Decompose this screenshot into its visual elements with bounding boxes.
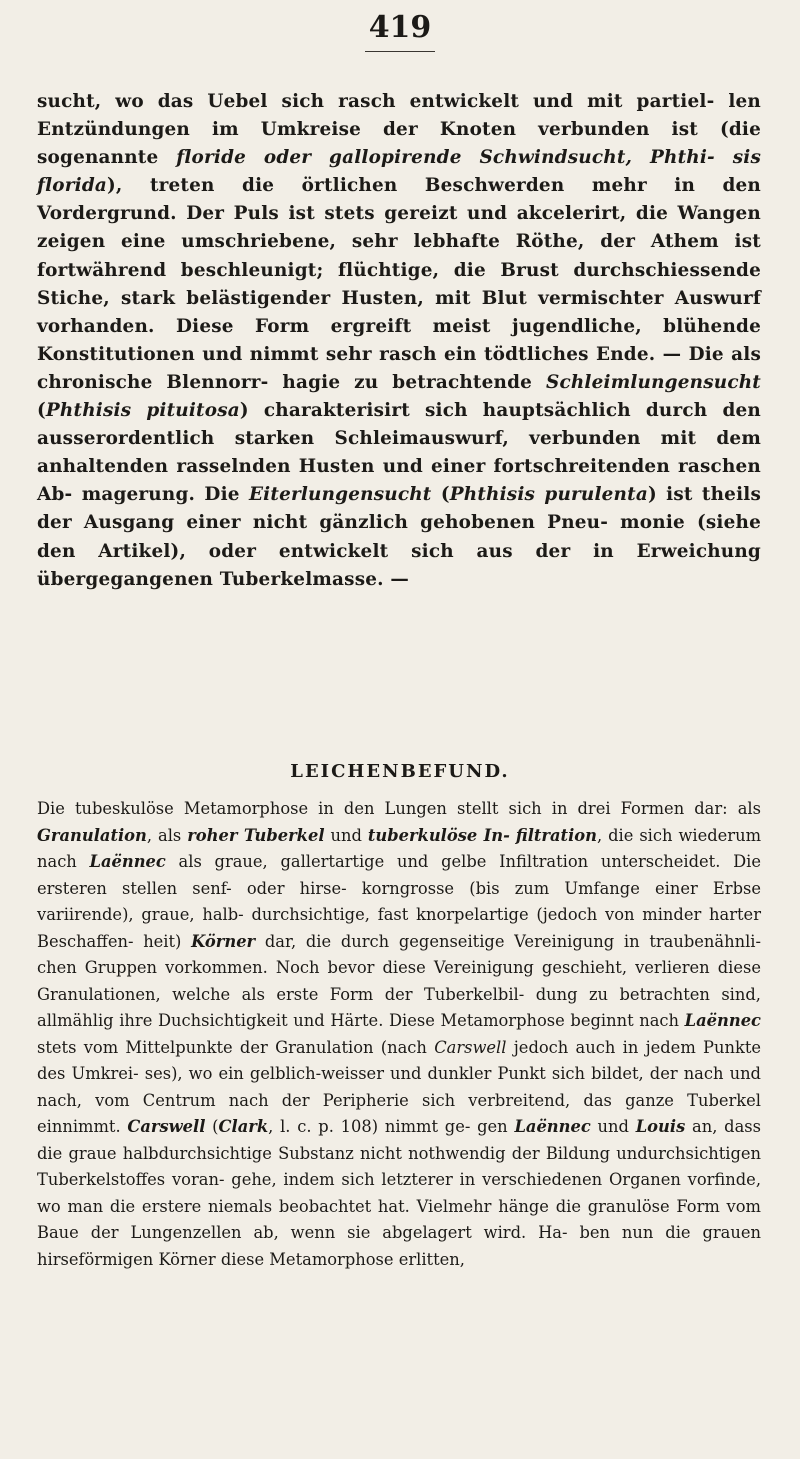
text-line: jedoch auch in jedem Punkte des Umkrei- xyxy=(37,1037,762,1083)
text-line: gen xyxy=(477,1117,515,1136)
text-line: Form vom Baue der Lungenzellen ab, wenn sie abgelagert wird. Ha- xyxy=(37,1196,762,1242)
text-line: magerung. Die xyxy=(81,484,249,506)
text-line: ) xyxy=(239,400,249,422)
text-line: theils der Ausgang einer nicht gänzlich gehobenen Pneu- xyxy=(37,484,761,534)
text-line: rasch ein tödtliches Ende. — Die als chronische Blennorr- xyxy=(37,343,761,393)
term-floride: floride oder gallopirende Schwindsucht, Phthi- xyxy=(176,147,715,169)
term-granulation: Granulation xyxy=(37,825,147,845)
text-line: verlieren diese Granulationen, welche als erste Form der Tuberkelbil- xyxy=(37,958,761,1004)
text-line: dar, die durch gegenseitige Vereinigung in traubenähnli- xyxy=(255,931,761,951)
text-line: der Athem ist fortwährend beschleunigt; flüchtige, die Brust xyxy=(37,231,761,281)
text-line: hagie zu betrachtende xyxy=(282,371,546,393)
term-phthisis-florida: sis florida xyxy=(37,147,761,197)
section-heading: LEICHENBEFUND. xyxy=(290,761,510,782)
text-line: ben nun die grauen hirseförmigen Körner diese Metamorphose erlitten, xyxy=(37,1223,761,1269)
text-line: und xyxy=(324,825,368,845)
author-laennec: Laënnec xyxy=(684,1011,761,1030)
term-phthisis-purulenta: Phthisis purulenta xyxy=(449,484,648,506)
text-line: ), treten die örtlichen Beschwerden mehr in den xyxy=(107,175,761,197)
text-line: dung zu betrachten sind, allmählig ihre Duchsichtigkeit und Härte. xyxy=(37,984,761,1030)
paragraph-leichenbefund xyxy=(37,796,761,1273)
text-line: ganze Tuberkel einnimmt. xyxy=(37,1090,761,1136)
author-clark: Clark xyxy=(218,1117,269,1136)
text-line: Vordergrund. Der Puls ist stets gereizt und akcelerirt, xyxy=(37,203,627,225)
text-line: Diese Metamorphose beginnt nach xyxy=(389,1011,685,1030)
text-line: starken Schleimauswurf, verbunden mit dem anhaltenden xyxy=(37,428,761,478)
term-tuberkuloese-infiltration: tuberkulöse In- xyxy=(367,825,510,845)
text-line: an, dass die graue halbdurchsichtige Substanz xyxy=(37,1117,762,1163)
text-line: charakterisirt sich hauptsächlich durch den ausserordentlich xyxy=(37,400,761,450)
text-line: , die sich wiederum nach xyxy=(37,825,762,871)
author-carswell: Carswell xyxy=(434,1037,507,1057)
page-number: 419 xyxy=(368,10,432,45)
paragraph-phthisis-forms xyxy=(37,88,761,594)
text-line: durchsichtige, fast knorpelartige (jedoch von minder harter Beschaffen- xyxy=(37,905,761,951)
author-laennec: Laënnec xyxy=(89,852,166,871)
text-line: gelbe Infiltration unterscheidet. Die ersteren stellen senf- oder hirse- xyxy=(37,852,761,898)
text-line: , als xyxy=(146,825,188,845)
term-eiterlungensucht: Eiterlungensucht xyxy=(248,484,432,506)
text-line: gehe, indem sich letzterer in verschiedenen Organen vorfinde, wo man xyxy=(37,1170,761,1216)
text-line: meist jugendliche, blühende Konstitutionen und nimmt sehr xyxy=(37,315,761,365)
text-line: ( xyxy=(431,484,450,506)
text-line: (die sogenannte xyxy=(37,119,761,169)
author-louis: Louis xyxy=(635,1117,686,1136)
text-line: monie (siehe den Artikel), oder entwickelt sich aus der in xyxy=(37,512,761,562)
text-line: , l. c. p. 108) nimmt ge- xyxy=(268,1117,471,1136)
text-line: stets vom Mittelpunkte der xyxy=(37,1037,268,1057)
text-line: die erstere niemals beobachtet hat. Vielmehr hänge die granulöse xyxy=(109,1196,670,1216)
text-line: durchschiessende Stiche, stark belästigender Husten, mit xyxy=(37,259,761,309)
text-line: rasselnden Husten und einer fortschreitenden raschen Ab- xyxy=(37,456,761,506)
text-line: ( xyxy=(37,400,46,422)
text-line: und xyxy=(590,1117,636,1136)
header-rule xyxy=(365,51,435,52)
text-line: und nach, vom Centrum nach der Peripherie sich verbreitend, das xyxy=(37,1064,761,1110)
text-line: nicht nothwendig der Bildung undurchsichtigen Tuberkelstoffes voran- xyxy=(37,1143,761,1189)
text-line: ) ist xyxy=(647,484,693,506)
text-line: Die tubeskulöse Metamorphose in den Lungen stellt sich in drei xyxy=(37,799,611,818)
term-schleimlungensucht: Schleimlungensucht xyxy=(545,371,761,393)
term-koerner: Körner xyxy=(191,931,256,951)
text-line: ( xyxy=(205,1117,219,1136)
text-line: die Wangen zeigen eine umschriebene, sehr lebhafte Röthe, xyxy=(37,203,761,253)
text-line: sucht, wo das Uebel sich rasch entwickelt und mit partiel- xyxy=(37,91,715,112)
term-phthisis-pituitosa: Phthisis pituitosa xyxy=(45,400,240,422)
term-roher-tuberkel: roher Tuberkel xyxy=(187,825,325,845)
author-carswell: Carswell xyxy=(127,1117,206,1136)
text-line: als graue, gallertartige und xyxy=(165,852,429,871)
text-line: Formen dar: als xyxy=(620,799,761,818)
text-line: chen Gruppen vorkommen. Noch bevor diese Vereinigung geschieht, xyxy=(37,958,627,977)
author-laennec: Laënnec xyxy=(514,1117,591,1136)
text-line: Blut vermischter Auswurf vorhanden. Diese Form ergreift xyxy=(37,287,761,337)
text-line: korngrosse (bis zum Umfange einer Erbse variirende), graue, halb- xyxy=(37,878,761,924)
text-line: Granulation (nach xyxy=(275,1037,435,1057)
text-line: heit) xyxy=(143,931,192,951)
term-tuberkuloese-infiltration: filtration xyxy=(515,825,597,845)
text-line: ses), wo ein gelblich-weisser und dunkler Punkt sich bildet, der nach xyxy=(144,1064,724,1083)
text-line: Erweichung übergegangenen Tuberkelmasse. — xyxy=(37,540,761,590)
text-line: len Entzündungen im Umkreise der Knoten verbunden ist xyxy=(37,91,761,141)
